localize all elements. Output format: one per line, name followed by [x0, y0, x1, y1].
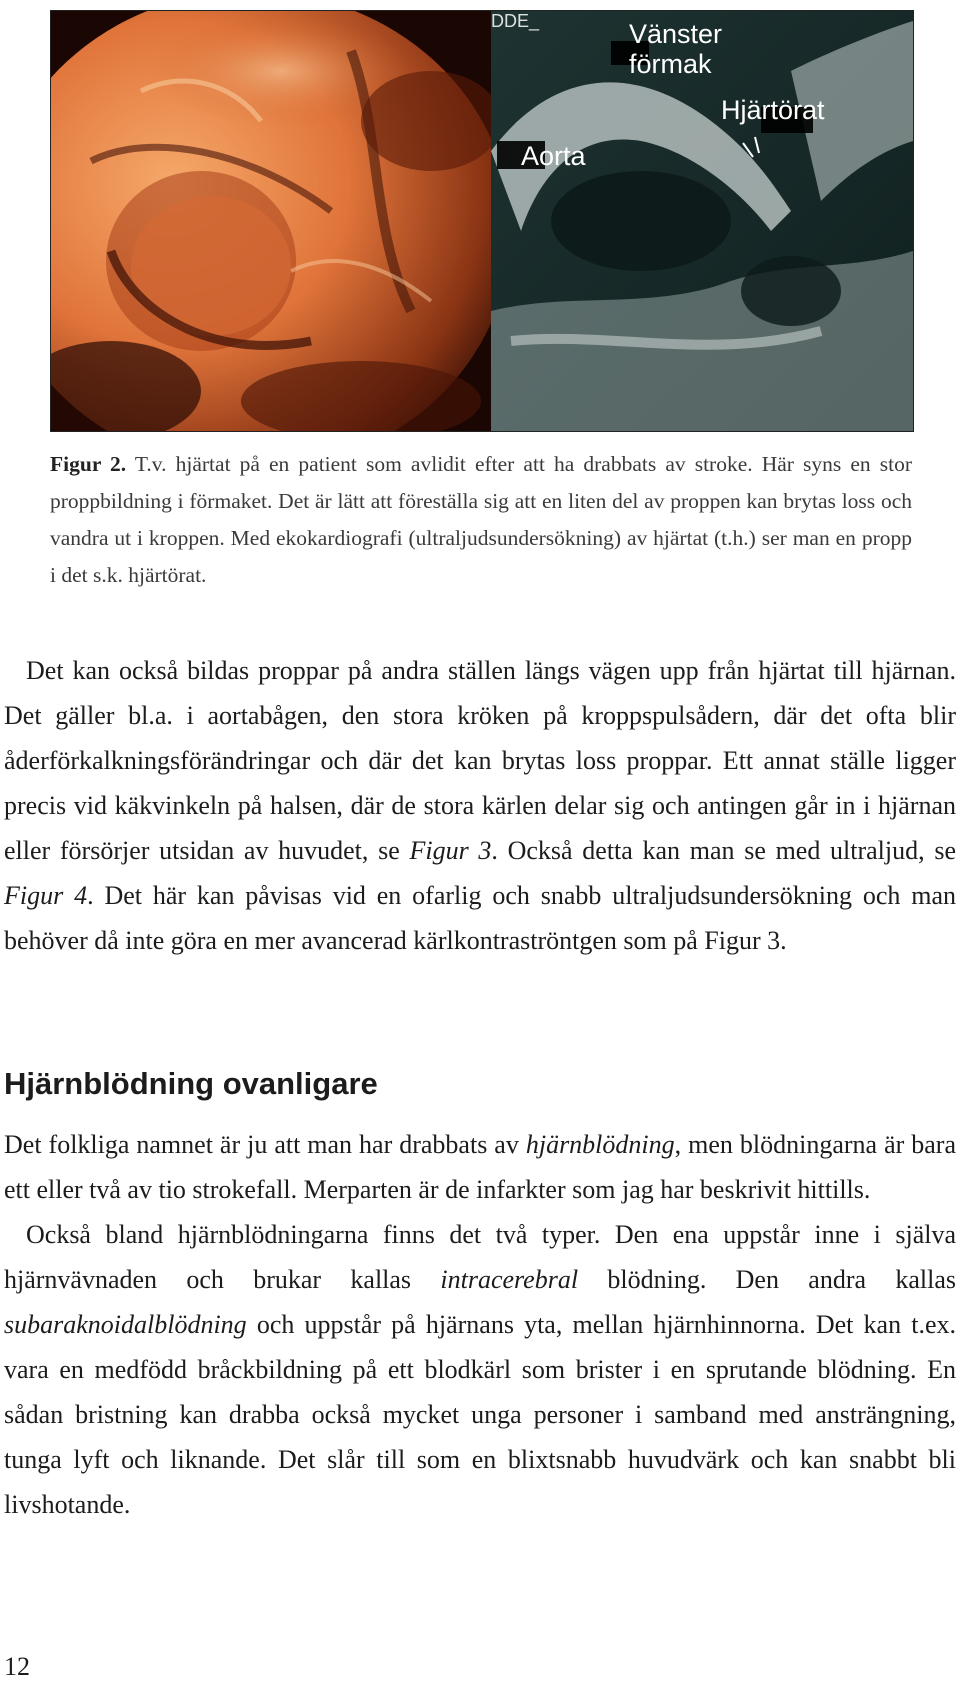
body-section-2 [4, 1122, 956, 1527]
section-heading: Hjärnblödning ovanligare [4, 1066, 378, 1101]
aorta-label: Aorta [521, 141, 586, 171]
paragraph-text: och uppstår på hjärnans yta, mellan hjärnhinnorna. Det kan t.ex. vara en medfödd bråckbildning på ett blodkärl som brister i en sprutande blödning. En sådan bristning kan drabba också mycket unga personer i samband med ansträngning, tunga lyft och liknande. Det slår till som en blixtsnabb huvudvärk och kan snabbt bli livshotande. [4, 1310, 956, 1519]
paragraph [4, 1122, 956, 1212]
figure-caption-text: T.v. hjärtat på en patient som avlidit efter att ha drabbats av stroke. Här syns en stor proppbildning i förmaket. Det är lätt att föreställa sig att en liten del av proppen kan brytas loss och vandra ut i kroppen. Med ekokardiografi (ultraljudsundersökning) av hjärtat (t.h.) ser man en propp i det s.k. hjärtörat. [50, 452, 912, 587]
echocardiogram-image [491, 11, 913, 431]
paragraph-text: Det folkliga namnet är ju att man har drabbats av [4, 1130, 526, 1159]
page-number: 12 [4, 1652, 30, 1681]
figure-caption [50, 446, 912, 594]
paragraph-text: Också bland hjärnblödningarna finns det två typer. Den ena uppstår inne i själva hjärnvävnaden och brukar kallas [4, 1220, 956, 1294]
emphasis-text: hjärnblödning [525, 1130, 675, 1159]
figure-reference: Figur 3 [409, 836, 492, 865]
paragraph-text: Det kan också bildas proppar på andra ställen längs vägen upp från hjärtat till hjärnan. Det gäller bl.a. i aortabågen, den stora kröken på kroppspulsådern, där det ofta blir åderförkalkningsförändringar och där det kan brytas loss proppar. Ett annat ställe ligger precis vid käkvinkeln på halsen, där de stora kärlen delar sig och antingen går in i hjärnan eller försörjer utsidan av huvudet, se [4, 656, 956, 865]
marker-label: DDE_ [491, 11, 540, 31]
paragraph [4, 1212, 956, 1527]
heart-autopsy-photo [51, 11, 491, 431]
paragraph-text: blödning. Den andra kallas [578, 1265, 956, 1294]
paragraph [4, 648, 956, 963]
figure-2 [50, 10, 914, 432]
emphasis-text: subaraknoidalblödning [4, 1310, 247, 1339]
paragraph-text: . Också detta kan man se med ultraljud, se [491, 836, 956, 865]
emphasis-text: intracerebral [440, 1265, 579, 1294]
appendage-label: Hjärtörat [721, 95, 825, 125]
paragraph-text: , men blödningarna är bara ett eller två av tio strokefall. Merparten är de infarkter som jag har beskrivit hittills. [4, 1130, 956, 1204]
figure-caption-label: Figur 2. [50, 452, 127, 476]
figure-reference: Figur 4 [4, 881, 88, 910]
left-atrium-label: Vänster förmak [629, 19, 723, 79]
paragraph-text: . Det här kan påvisas vid en ofarlig och snabb ultraljudsundersökning och man behöver då inte göra en mer avancerad kärlkontraströntgen som på Figur 3. [4, 881, 957, 955]
body-section-1 [4, 648, 956, 963]
